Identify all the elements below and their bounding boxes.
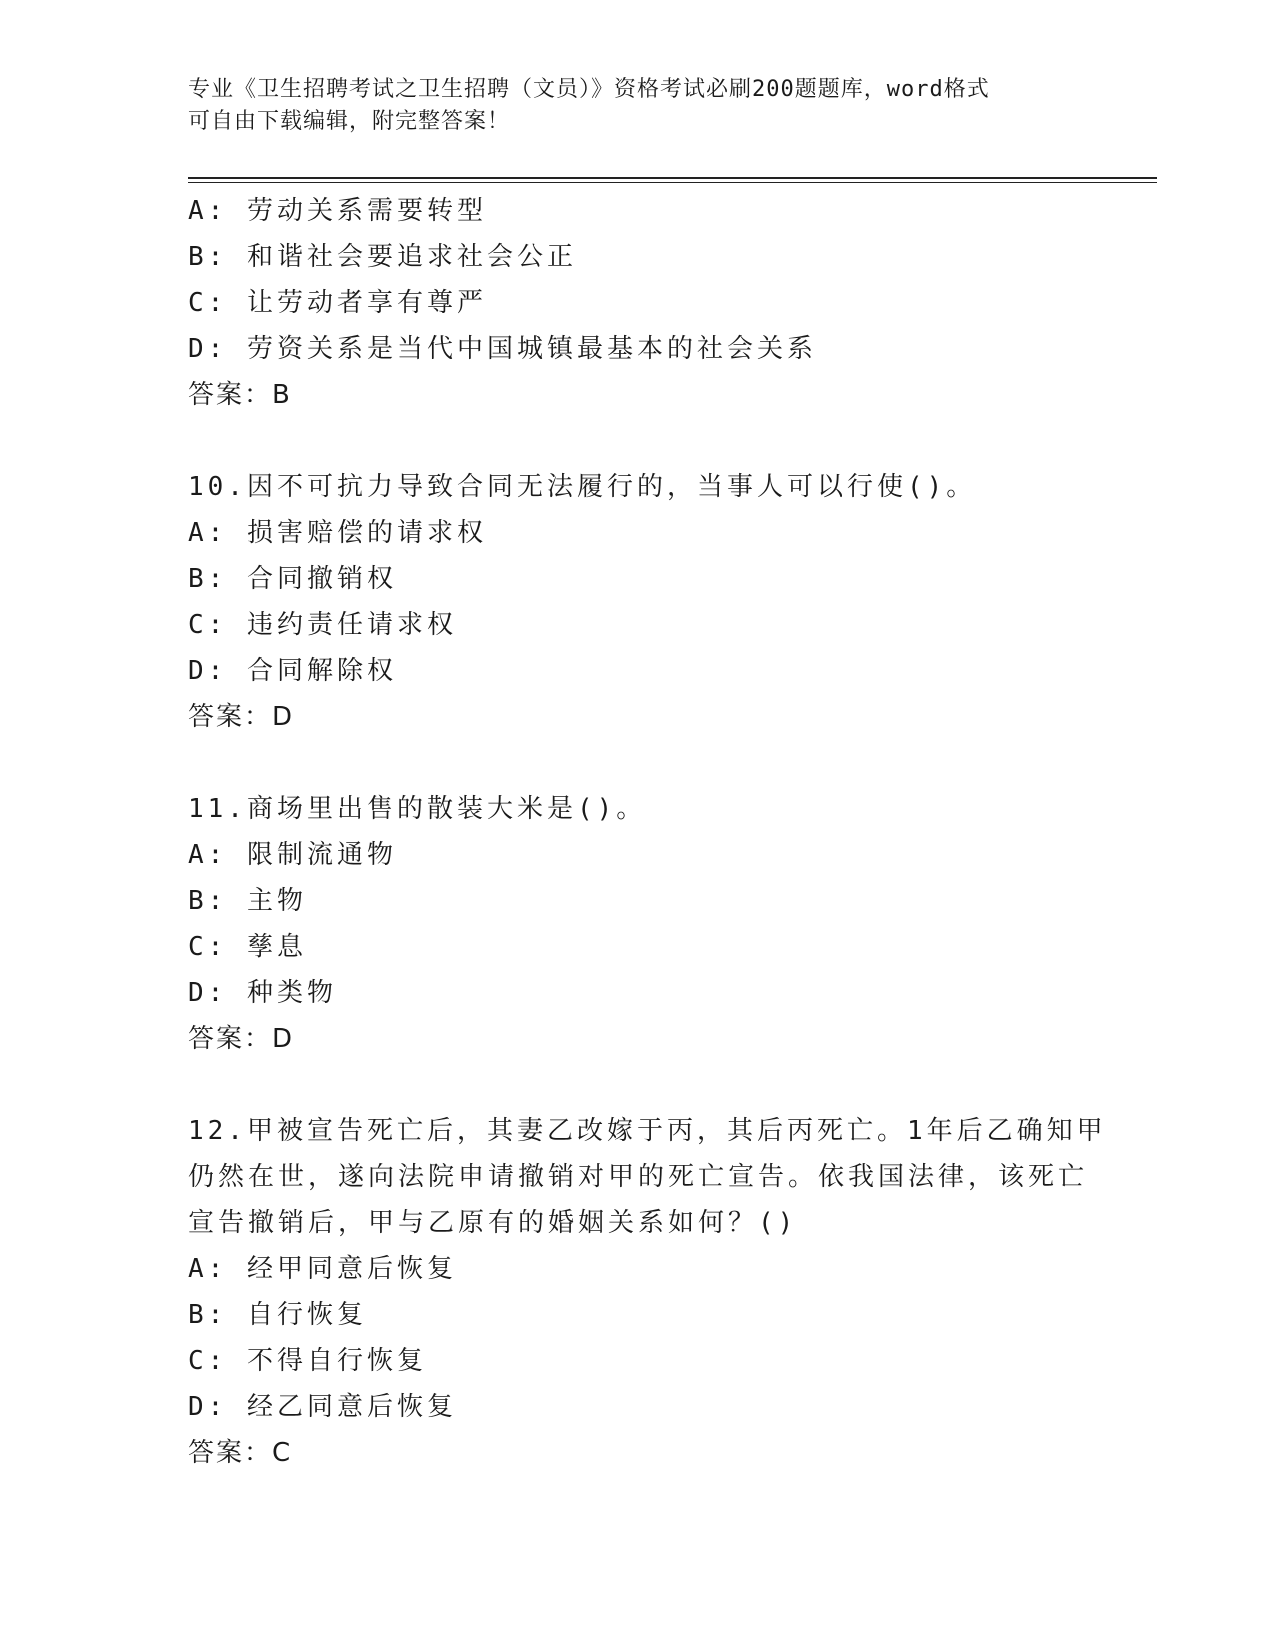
- q12-answer: 答案：C: [188, 1438, 293, 1468]
- header-line-2: 可自由下载编辑，附完整答案！: [188, 109, 511, 134]
- q12-question-line-2: 仍然在世，遂向法院申请撤销对甲的死亡宣告。依我国法律，该死亡: [188, 1162, 1089, 1192]
- spacer: [188, 418, 1088, 464]
- q11-option-a: A: 限制流通物: [188, 840, 397, 870]
- q9-option-c: C: 让劳动者享有尊严: [188, 288, 487, 318]
- q12-option-c: C: 不得自行恢复: [188, 1346, 427, 1376]
- q11-option-c: C: 孳息: [188, 932, 307, 962]
- question-list: [188, 188, 1107, 1476]
- question-12: [188, 1108, 1107, 1476]
- q12-question-line-1: 12.甲被宣告死亡后，其妻乙改嫁于丙，其后丙死亡。1年后乙确知甲: [188, 1116, 1107, 1146]
- spacer: [188, 1062, 1088, 1108]
- question-10: [188, 464, 1088, 740]
- q10-answer: 答案：D: [188, 702, 295, 732]
- q12-option-b: B: 自行恢复: [188, 1300, 367, 1330]
- q11-option-d: D: 种类物: [188, 978, 337, 1008]
- q9-option-d: D: 劳资关系是当代中国城镇最基本的社会关系: [188, 334, 817, 364]
- header-divider-thin: [188, 182, 1157, 183]
- q11-answer: 答案：D: [188, 1024, 295, 1054]
- q10-option-d: D: 合同解除权: [188, 656, 397, 686]
- spacer: [188, 740, 1088, 786]
- document-header: [188, 74, 1088, 138]
- q9-answer: 答案：B: [188, 380, 292, 410]
- q12-option-a: A: 经甲同意后恢复: [188, 1254, 457, 1284]
- q11-question: 11.商场里出售的散装大米是()。: [188, 794, 647, 824]
- q11-option-b: B: 主物: [188, 886, 307, 916]
- q9-option-a: A: 劳动关系需要转型: [188, 196, 487, 226]
- header-line-1: 专业《卫生招聘考试之卫生招聘（文员）》资格考试必刷200题题库，word格式: [188, 77, 990, 102]
- header-divider-thick: [188, 177, 1157, 179]
- q10-option-c: C: 违约责任请求权: [188, 610, 457, 640]
- q10-question: 10.因不可抗力导致合同无法履行的，当事人可以行使()。: [188, 472, 977, 502]
- q10-option-a: A: 损害赔偿的请求权: [188, 518, 487, 548]
- question-11: [188, 786, 1088, 1062]
- q12-option-d: D: 经乙同意后恢复: [188, 1392, 457, 1422]
- q12-question-line-3: 宣告撤销后，甲与乙原有的婚姻关系如何？(): [188, 1208, 798, 1238]
- q10-option-b: B: 合同撤销权: [188, 564, 397, 594]
- question-9: [188, 188, 1088, 418]
- q9-option-b: B: 和谐社会要追求社会公正: [188, 242, 577, 272]
